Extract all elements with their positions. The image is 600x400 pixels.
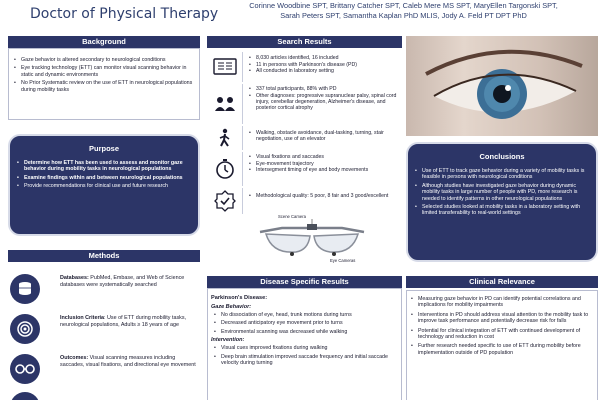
purpose-panel (8, 134, 200, 236)
search-item: • Eye-movement trajectory (248, 161, 400, 167)
methods-text: PubMed, Embase, and Web of Science databases were systematically searched (60, 275, 185, 288)
poster-title: Doctor of Physical Therapy (30, 6, 219, 22)
search-row-quality (207, 188, 402, 214)
eye-cameras-label: Eye Cameras (330, 258, 356, 263)
purpose-item: • Determine how ETT has been used to assess and monitor gaze behavior during mobility tasks in neurological populations (16, 160, 192, 173)
search-item: • All conducted in laboratory setting (248, 68, 400, 74)
clinical-relevance-box (406, 290, 598, 400)
search-row-tasks (207, 126, 402, 150)
gaze-item: • No dissociation of eye, head, trunk motions during turns (213, 312, 401, 318)
search-item: • 8,030 articles identified, 16 included (248, 55, 400, 61)
purpose-item: • Provide recommendations for clinical use and future research (16, 183, 192, 189)
conclusions-item: • Selected studies looked at mobility tasks in a laboratory setting with limited transferability to real-world settings (414, 204, 590, 217)
database-icon (10, 274, 40, 304)
eye-photo (406, 36, 598, 136)
author-line-2: Sarah Peters SPT, Samantha Kaplan PhD MLIS, Jody A. Feld PT DPT PhD (280, 10, 527, 20)
methods-label: Outcomes: (60, 355, 89, 361)
clinical-relevance-heading: Clinical Relevance (406, 276, 598, 288)
search-row-participants (207, 84, 402, 124)
intervention-item: • Deep brain stimulation improved saccade frequency and initial saccade velocity during turning (213, 354, 401, 367)
purpose-item: • Examine findings within and between neurological populations (16, 175, 192, 181)
gaze-item: • Environmental scanning was decreased while walking (213, 329, 401, 335)
methods-label: Inclusion Criteria (60, 315, 105, 321)
eye-tracker-glasses (252, 214, 372, 266)
scene-camera-label: Scene Camera (278, 214, 306, 219)
methods-heading: Methods (8, 250, 200, 262)
search-item: • Visual fixations and saccades (248, 154, 400, 160)
search-item: • Other diagnoses: progressive supranuclear palsy, spinal cord injury, cerebellar degeneration, Alzheimer's disease, and posterior cortical atrophy (248, 93, 400, 112)
methods-item-partial (10, 390, 200, 400)
target-icon (10, 314, 40, 344)
methods-item-inclusion (10, 312, 200, 346)
disease-name: Parkinson's Disease: (211, 295, 268, 301)
search-row-articles (207, 52, 402, 82)
clinical-item: • Interventions in PD should address visual attention to the mobility task to improve task performance and potentially decrease risk for falls (410, 312, 594, 325)
gaze-behavior-label: Gaze Behavior: (211, 304, 252, 310)
methods-item-outcomes (10, 352, 200, 386)
search-item: • Walking, obstacle avoidance, dual-tasking, turning, stair negotiation, use of an elevator (248, 130, 400, 142)
methods-item-databases (10, 272, 200, 306)
walking-icon (207, 126, 243, 150)
intervention-label: Intervention: (211, 337, 245, 344)
search-row-measures (207, 152, 402, 186)
methods-label: Databases: (60, 275, 89, 281)
people-icon (207, 84, 243, 124)
conclusions-item: • Use of ETT to track gaze behavior during a variety of mobility tasks is feasible in persons with neurological conditions (414, 168, 590, 181)
purpose-heading: Purpose (88, 144, 119, 153)
methods-icon-partial (10, 392, 40, 400)
methods-text: Visual scanning measures including saccades, visual fixations, and directional eye movement (60, 355, 196, 368)
conclusions-panel (406, 142, 598, 262)
document-icon (207, 52, 243, 82)
glasses-icon (10, 354, 40, 384)
clinical-item: • Potential for clinical integration of ETT with continued development of technology and reduction in cost (410, 328, 594, 341)
background-item: • Gaze behavior is altered secondary to neurological conditions (13, 57, 195, 63)
conclusions-heading: Conclusions (479, 152, 525, 161)
disease-results-box (207, 288, 402, 400)
gaze-item: • Decreased anticipatory eye movement prior to turns (213, 320, 401, 326)
timer-icon (207, 152, 243, 186)
search-item: • Intersegment timing of eye and body movements (248, 167, 400, 173)
background-item: • No Prior Systematic review on the use of ETT in neurological populations during mobility tasks (13, 80, 195, 93)
background-box (8, 48, 200, 120)
disease-results-heading: Disease Specific Results (207, 276, 402, 288)
search-item: • Methodological quality: 5 poor, 8 fair and 3 good/excellent (248, 193, 400, 199)
background-heading: Background (8, 36, 200, 48)
author-list (206, 1, 600, 20)
search-item: • 11 in persons with Parkinson's disease (PD) (248, 62, 400, 68)
background-item: • Eye tracking technology (ETT) can monitor visual scanning behavior in static and dynamic environments (13, 65, 195, 78)
checkmark-badge-icon (207, 188, 243, 214)
intervention-item: • Visual cues improved fixations during walking (213, 345, 401, 351)
clinical-item: • Further research needed specific to use of ETT during mobility before implementation outside of PD population (410, 343, 594, 356)
author-line-1: Corinne Woodbine SPT, Brittany Catcher SPT, Caleb Mere MS SPT, MaryEllen Targonski SPT, (249, 1, 558, 10)
conclusions-item: • Although studies have investigated gaze behavior during dynamic mobility tasks in large number of people with PD, more research is needed to identify patterns in other neurological populations (414, 183, 590, 202)
methods-text: : Use of ETT during mobility tasks, neurological populations, Adults ≥ 18 years of age (60, 315, 187, 328)
search-results-heading: Search Results (207, 36, 402, 48)
clinical-item: • Measuring gaze behavior in PD can identify potential correlations and implications for mobility impairments (410, 296, 594, 309)
search-item: • 337 total participants, 88% with PD (248, 86, 400, 92)
